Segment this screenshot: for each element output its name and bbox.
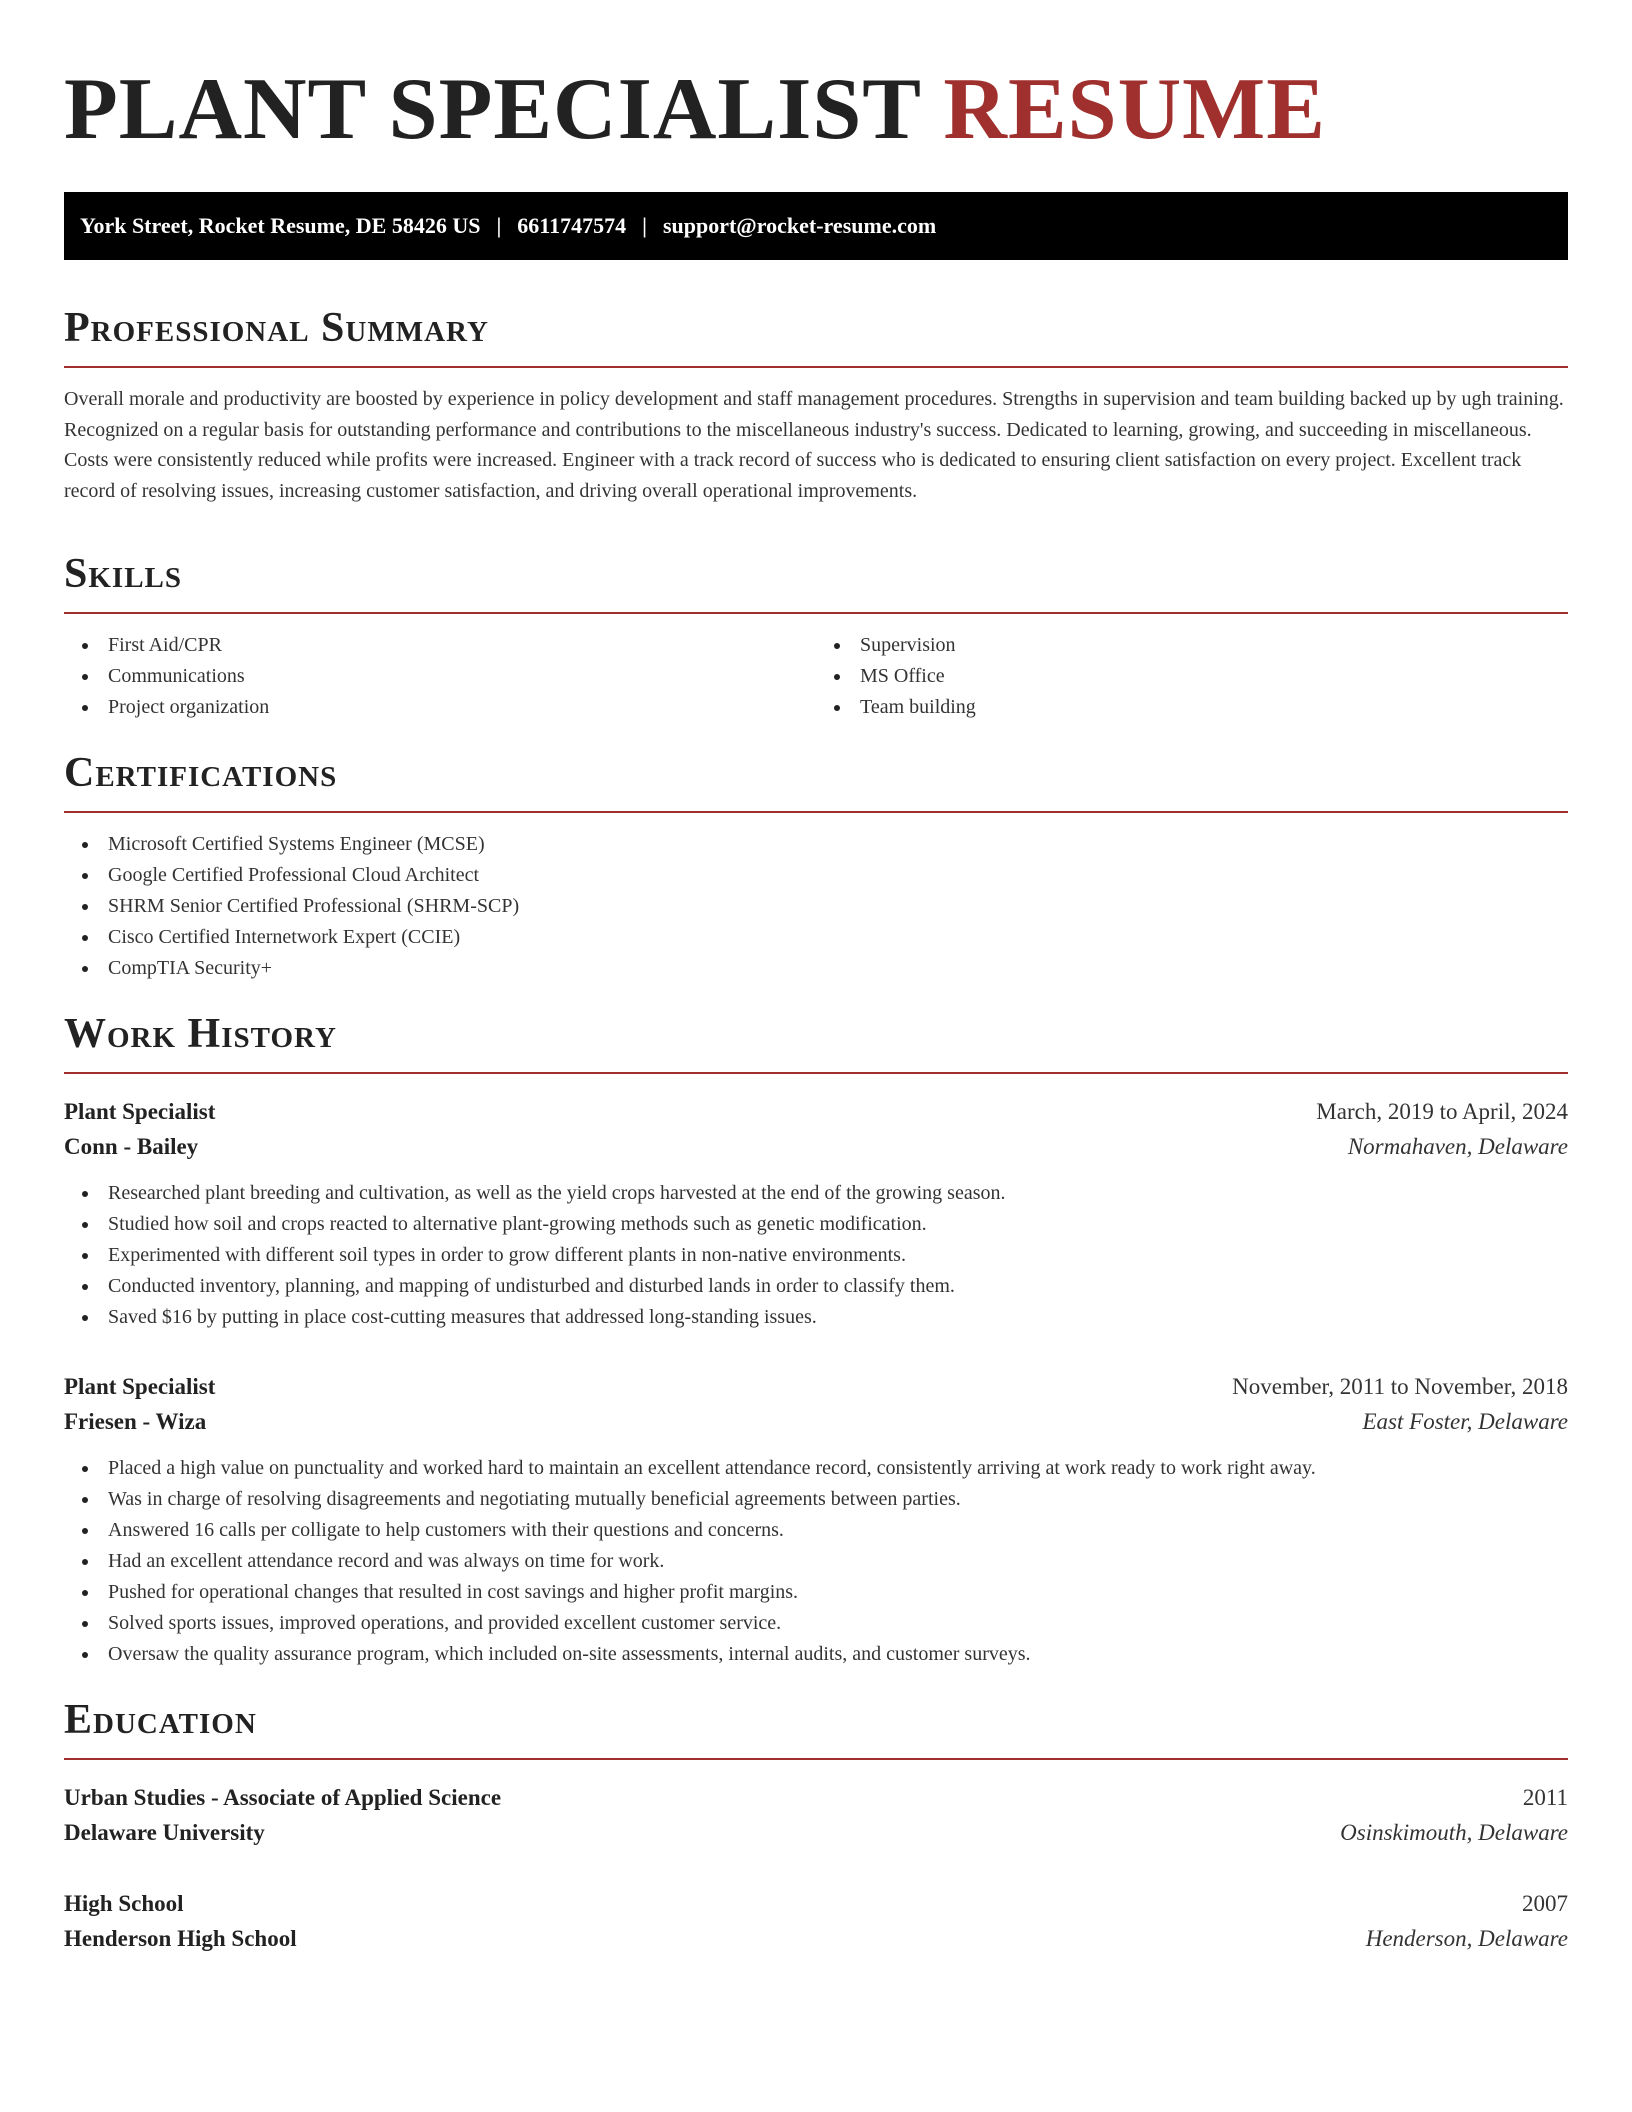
- skills-section: [64, 550, 1568, 723]
- skill-item: Communications: [64, 661, 816, 692]
- certifications-list: [64, 829, 1568, 984]
- job-bullet: Experimented with different soil types in order to grow different plants in non-native environments.: [64, 1240, 1568, 1271]
- skill-item: Supervision: [816, 630, 1568, 661]
- job-location: Normahaven, Delaware: [1347, 1134, 1568, 1159]
- skills-heading: Skills: [64, 550, 1568, 614]
- education-entry: [64, 1886, 1568, 1956]
- education-school: Henderson High School: [64, 1926, 297, 1951]
- education-location: Henderson, Delaware: [1365, 1926, 1568, 1951]
- title-main: PLANT SPECIALIST: [64, 61, 921, 158]
- skills-grid: [64, 630, 1568, 723]
- job-bullet: Conducted inventory, planning, and mapping of undisturbed and disturbed lands in order to classify them.: [64, 1271, 1568, 1302]
- job-bullet: Studied how soil and crops reacted to alternative plant-growing methods such as genetic modification.: [64, 1209, 1568, 1240]
- contact-bar: [64, 192, 1568, 260]
- certification-item: CompTIA Security+: [64, 953, 1568, 984]
- job-dates: November, 2011 to November, 2018: [1232, 1374, 1568, 1399]
- skills-list-right: [816, 630, 1568, 723]
- work-history-heading: Work History: [64, 1010, 1568, 1074]
- education-year: 2007: [1522, 1891, 1568, 1916]
- skills-list-left: [64, 630, 816, 723]
- job-entry: [64, 1369, 1568, 1670]
- job-bullet: Pushed for operational changes that resulted in cost savings and higher profit margins.: [64, 1577, 1568, 1608]
- certification-item: Microsoft Certified Systems Engineer (MCSE): [64, 829, 1568, 860]
- job-bullet: Saved $16 by putting in place cost-cutting measures that addressed long-standing issues.: [64, 1302, 1568, 1333]
- job-title: Plant Specialist: [64, 1099, 216, 1124]
- education-section: [64, 1696, 1568, 1956]
- education-entry: [64, 1780, 1568, 1850]
- summary-text: Overall morale and productivity are boosted by experience in policy development and staff management procedures. Strengths in supervision and team building backed up by ugh training. Recognized on a regular basis for outstanding performance and contributions to the miscellaneous industry's success. Dedicated to learning, growing, and succeeding in miscellaneous. Costs were consistently reduced while profits were increased. Engineer with a track record of success who is dedicated to ensuring client satisfaction on every project. Excellent track record of resolving issues, increasing customer satisfaction, and driving overall operational improvements.: [64, 388, 1564, 502]
- contact-email: support@rocket-resume.com: [662, 213, 937, 238]
- certifications-heading: Certifications: [64, 749, 1568, 813]
- skill-item: Project organization: [64, 692, 816, 723]
- job-company: Conn - Bailey: [64, 1134, 199, 1159]
- resume-title: [64, 62, 1568, 158]
- certification-item: SHRM Senior Certified Professional (SHRM-SCP): [64, 891, 1568, 922]
- job-bullet: Solved sports issues, improved operations, and provided excellent customer service.: [64, 1608, 1568, 1639]
- summary-section: [64, 304, 1568, 506]
- contact-separator: |: [642, 213, 647, 238]
- contact-phone: 6611747574: [517, 213, 627, 238]
- job-location: East Foster, Delaware: [1362, 1409, 1568, 1434]
- skill-item: First Aid/CPR: [64, 630, 816, 661]
- job-dates: March, 2019 to April, 2024: [1316, 1099, 1568, 1124]
- certification-item: Cisco Certified Internetwork Expert (CCIE): [64, 922, 1568, 953]
- education-degree: High School: [64, 1891, 184, 1916]
- job-bullet: Oversaw the quality assurance program, which included on-site assessments, internal audits, and customer surveys.: [64, 1639, 1568, 1670]
- job-bullet: Was in charge of resolving disagreements and negotiating mutually beneficial agreements between parties.: [64, 1484, 1568, 1515]
- contact-separator: |: [496, 213, 502, 238]
- title-accent: RESUME: [943, 61, 1326, 158]
- education-school: Delaware University: [64, 1820, 265, 1845]
- job-bullet: Answered 16 calls per colligate to help customers with their questions and concerns.: [64, 1515, 1568, 1546]
- job-bullet: Placed a high value on punctuality and worked hard to maintain an excellent attendance record, consistently arriving at work ready to work right away.: [64, 1453, 1568, 1484]
- job-bullets: [64, 1178, 1568, 1333]
- job-title: Plant Specialist: [64, 1374, 216, 1399]
- job-company: Friesen - Wiza: [64, 1409, 207, 1434]
- summary-heading: Professional Summary: [64, 304, 1568, 368]
- job-bullet: Had an excellent attendance record and was always on time for work.: [64, 1546, 1568, 1577]
- skill-item: Team building: [816, 692, 1568, 723]
- certification-item: Google Certified Professional Cloud Architect: [64, 860, 1568, 891]
- education-heading: Education: [64, 1696, 1568, 1760]
- skill-item: MS Office: [816, 661, 1568, 692]
- education-year: 2011: [1522, 1785, 1568, 1810]
- job-bullet: Researched plant breeding and cultivation, as well as the yield crops harvested at the end of the growing season.: [64, 1178, 1568, 1209]
- education-location: Osinskimouth, Delaware: [1340, 1820, 1568, 1845]
- job-entry: [64, 1094, 1568, 1333]
- contact-address: York Street, Rocket Resume, DE 58426 US: [80, 213, 481, 238]
- education-degree: Urban Studies - Associate of Applied Science: [64, 1785, 502, 1810]
- certifications-section: [64, 749, 1568, 984]
- job-bullets: [64, 1453, 1568, 1670]
- work-history-section: [64, 1010, 1568, 1670]
